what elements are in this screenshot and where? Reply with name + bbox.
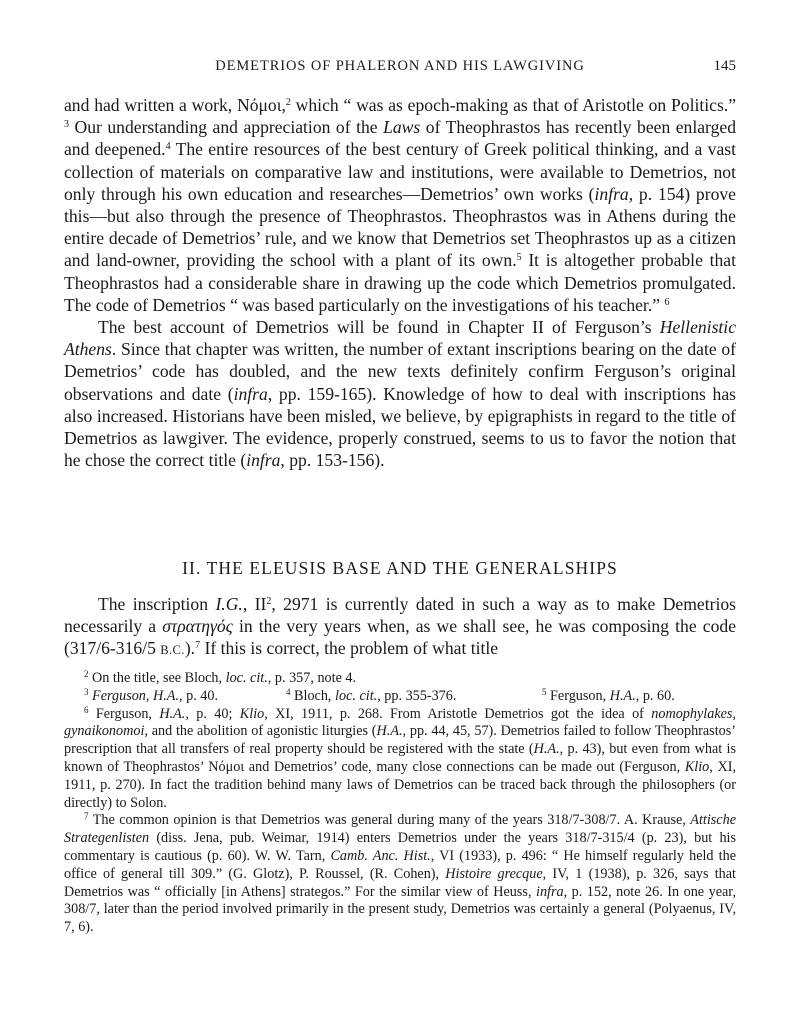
greek-strategos: στρατηγός xyxy=(162,616,233,637)
footnote-2: $^2$ On the title, see Bloch, loc. cit., p. 357, note 4. xyxy=(84,669,357,686)
running-title: DEMETRIOS OF PHALERON AND HIS LAWGIVING xyxy=(215,58,585,74)
footnote-7: $^7$ The common opinion is that Demetrios was general during many of the years 318/7-308/7. A. Krause, Attische Strategenlisten (diss. Jena, pub. Weimar, 1914) enters Demetrios under the years 318/7-315/4 (p. 23), but his commentary is cautious (p. 60). W. W. Tarn, Camb. Anc. Hist., VI (1933), p. 496: “ He himself regularly held the office of general till 309.” (G. Glotz), P. Roussel, (R. Cohen), Histoire grecque, IV, 1 (1938), p. 326, says that Demetrios was “ officially [in Athens] strategos.” For the similar view of Heuss, infra, p. 152, note 26. In one year, 308/7, later than the period involved primarily in the present study, Demetrios was certainly a general (Polyaenus, IV, 7, 6). xyxy=(64,811,736,936)
paragraph-1: and had written a work, Νόμοι,$^2$ which “ was as epoch-making as that of Aristotle on Politics.” $^3$ Our understanding and appreciation of the Laws of Theophrastos has recently been enlarged and deepened.$^4$ The entire resources of the best century of Greek political thinking, and a vast collection of materials on comparative law and institutions, were available to Demetrios, not only through his own education and researches—Demetrios’ own works (infra, p. 154) prove this—but also through the presence of Theophrastos. Theophrastos was in Athens during the entire decade of Demetrios’ rule, and we know that Demetrios set Theophrastos up as a citizen and land-owner, providing the school with a plant of its own.$^5$ It is altogether probable that Theophrastos had a considerable share in drawing up the code which Demetrios promulgated. The code of Demetrios “ was based particularly on the investigations of his teacher.” $^6$ xyxy=(64,95,737,315)
footnote-ref-6: 6 xyxy=(664,296,670,308)
footnote-ref-2: 2 xyxy=(285,97,291,108)
greek-nomoi: Νόμοι, xyxy=(237,95,286,115)
footnote-ref-4: 4 xyxy=(165,141,171,153)
section-heading: II. THE ELEUSIS BASE AND THE GENERALSHIPS xyxy=(182,558,618,578)
body-text-upper xyxy=(64,94,736,471)
title-laws: Laws xyxy=(383,117,421,138)
footnote-ref-3: 3 xyxy=(64,119,69,131)
footnote-ref-5: 5 xyxy=(516,252,522,264)
footnote-row-3-4-5 xyxy=(64,688,736,706)
footnote-6: $^6$ Ferguson, H.A., p. 40; Klio, XI, 1911, p. 268. From Aristotle Demetrios got the idea of nomophylakes, gynaikonomoi, and the abolition of agonistic liturgies (H.A., pp. 44, 45, 57). Demetrios failed to follow Theophrastos’ prescription that all transfers of real property should be registered with the state (H.A., p. 43), but even from what is known of Theophrastos’ Νόμοι and Demetrios’ code, many close connections can be made out (Ferguson, Klio, XI, 1911, p. 270). In fact the tradition behind many laws of Demetrios can be traced back through the philosophers (or directly) to Solon. xyxy=(64,704,736,811)
footnote-ref-7: 7 xyxy=(195,640,201,652)
paragraph-3: The inscription I.G., II$^2$, 2971 is currently dated in such a way as to make Demetrios necessarily a στρατηγός in the very years when, as we shall see, he was composing the code (317/6-316/5 B.C.).$^7$ If this is correct, the problem of what title xyxy=(64,594,737,659)
running-head xyxy=(64,58,736,80)
footnotes xyxy=(64,670,736,937)
footnote-5: $^5$ Ferguson, H.A., p. 60. xyxy=(542,686,675,704)
footnote-3: $^3$ Ferguson, H.A., p. 40. xyxy=(84,686,219,704)
page-number: 145 xyxy=(713,58,736,74)
title-hellenistic-athens: Hellenistic Athens xyxy=(64,317,736,360)
footnote-4: $^4$ Bloch, loc. cit., pp. 355-376. xyxy=(286,686,457,704)
body-text-lower xyxy=(64,593,736,662)
paragraph-2: The best account of Demetrios will be found in Chapter II of Ferguson’s Hellenistic Athens. Since that chapter was written, the number of extant inscriptions bearing on the date of Demetrios’ code has doubled, and the new texts definitely confirm Ferguson’s original observations and date (infra, pp. 159-165). Knowledge of how to deal with inscriptions has also increased. Historians have been misled, we believe, by epigraphists in regard to the title of Demetrios as lawgiver. The evidence, properly construed, seems to us to favor the notion that he chose the correct title (infra, pp. 153-156). xyxy=(64,317,736,471)
